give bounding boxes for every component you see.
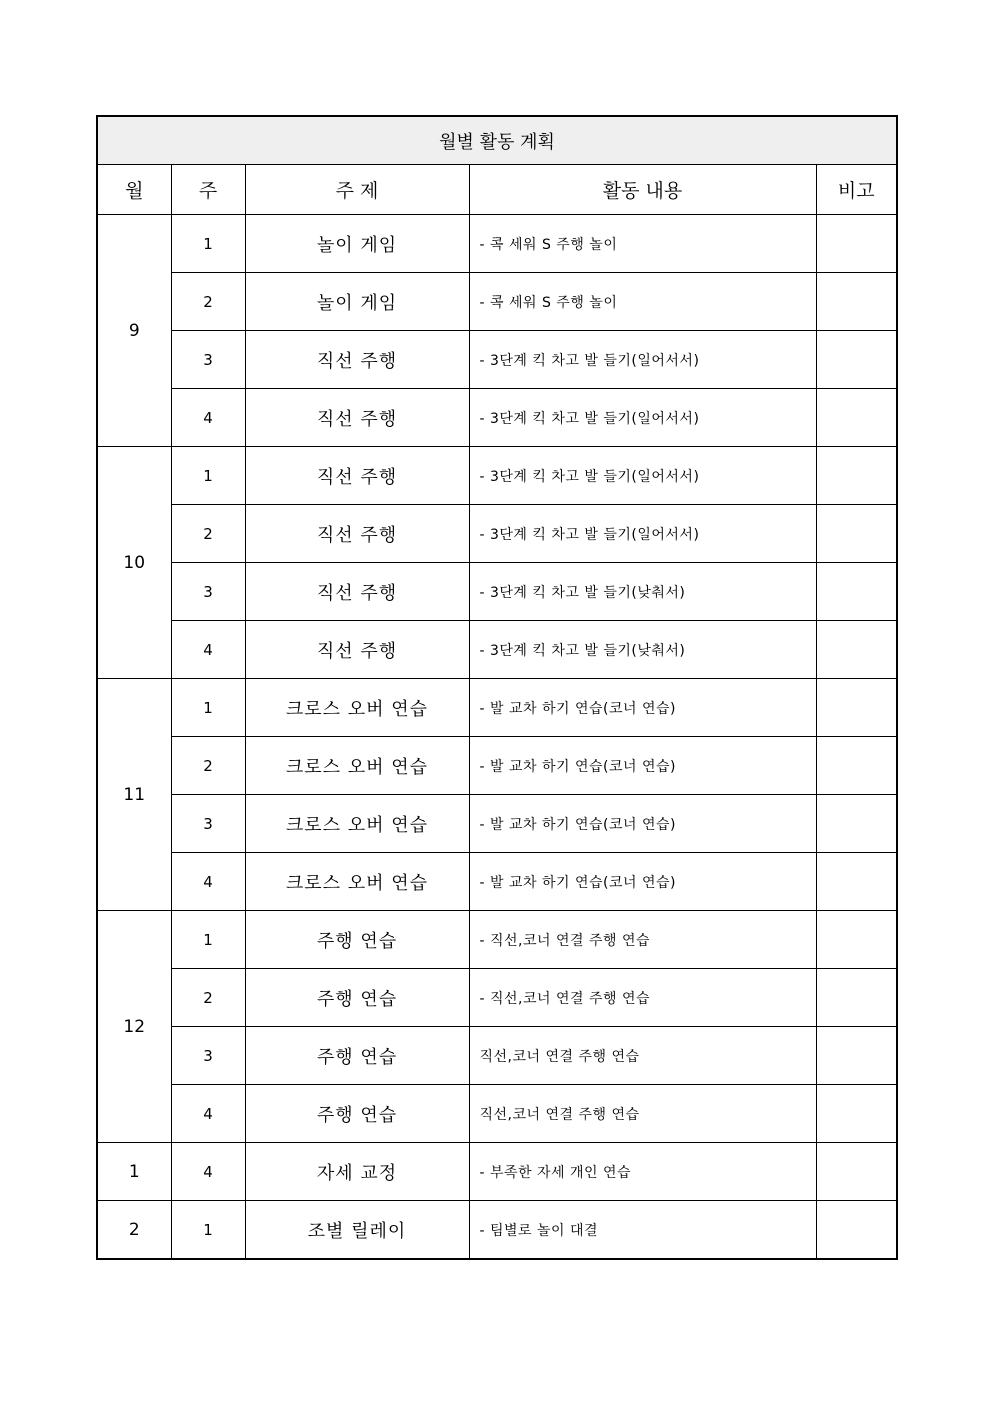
content-cell: - 3단계 킥 차고 발 들기(일어서서) — [469, 389, 816, 447]
topic-cell: 자세 교정 — [245, 1143, 469, 1201]
table-row — [97, 795, 897, 853]
topic-cell: 직선 주행 — [245, 331, 469, 389]
week-cell: 2 — [171, 737, 245, 795]
week-cell: 3 — [171, 795, 245, 853]
note-cell — [816, 911, 897, 969]
table-row — [97, 563, 897, 621]
content-cell: - 3단계 킥 차고 발 들기(낮춰서) — [469, 621, 816, 679]
topic-cell: 주행 연습 — [245, 1027, 469, 1085]
content-cell: 직선,코너 연결 주행 연습 — [469, 1085, 816, 1143]
table-row — [97, 737, 897, 795]
activity-plan-table — [96, 115, 898, 1260]
topic-cell: 놀이 게임 — [245, 215, 469, 273]
content-cell: 직선,코너 연결 주행 연습 — [469, 1027, 816, 1085]
note-cell — [816, 1027, 897, 1085]
table-row — [97, 1143, 897, 1201]
month-cell: 10 — [97, 447, 171, 679]
month-cell: 9 — [97, 215, 171, 447]
week-cell: 1 — [171, 911, 245, 969]
note-cell — [816, 969, 897, 1027]
table-row — [97, 215, 897, 273]
table-row — [97, 505, 897, 563]
table-row — [97, 1201, 897, 1260]
topic-cell: 직선 주행 — [245, 389, 469, 447]
content-cell: - 3단계 킥 차고 발 들기(일어서서) — [469, 505, 816, 563]
content-cell: - 팀별로 놀이 대결 — [469, 1201, 816, 1260]
week-cell: 1 — [171, 447, 245, 505]
topic-cell: 주행 연습 — [245, 969, 469, 1027]
note-cell — [816, 737, 897, 795]
content-cell: - 직선,코너 연결 주행 연습 — [469, 969, 816, 1027]
note-cell — [816, 273, 897, 331]
note-cell — [816, 447, 897, 505]
table-row — [97, 273, 897, 331]
note-cell — [816, 621, 897, 679]
content-cell: - 콕 세워 S 주행 놀이 — [469, 273, 816, 331]
content-cell: - 3단계 킥 차고 발 들기(낮춰서) — [469, 563, 816, 621]
week-cell: 4 — [171, 1085, 245, 1143]
note-cell — [816, 853, 897, 911]
header-week: 주 — [171, 165, 245, 215]
topic-cell: 크로스 오버 연습 — [245, 737, 469, 795]
topic-cell: 놀이 게임 — [245, 273, 469, 331]
week-cell: 2 — [171, 273, 245, 331]
week-cell: 1 — [171, 679, 245, 737]
topic-cell: 직선 주행 — [245, 505, 469, 563]
topic-cell: 직선 주행 — [245, 621, 469, 679]
note-cell — [816, 679, 897, 737]
week-cell: 3 — [171, 563, 245, 621]
content-cell: - 발 교차 하기 연습(코너 연습) — [469, 853, 816, 911]
table-row — [97, 621, 897, 679]
content-cell: - 부족한 자세 개인 연습 — [469, 1143, 816, 1201]
note-cell — [816, 389, 897, 447]
content-cell: - 발 교차 하기 연습(코너 연습) — [469, 795, 816, 853]
note-cell — [816, 1085, 897, 1143]
table-row — [97, 911, 897, 969]
week-cell: 1 — [171, 215, 245, 273]
content-cell: - 발 교차 하기 연습(코너 연습) — [469, 737, 816, 795]
header-note: 비고 — [816, 165, 897, 215]
content-cell: - 콕 세워 S 주행 놀이 — [469, 215, 816, 273]
note-cell — [816, 563, 897, 621]
topic-cell: 크로스 오버 연습 — [245, 795, 469, 853]
table-row — [97, 447, 897, 505]
table-row — [97, 331, 897, 389]
topic-cell: 직선 주행 — [245, 563, 469, 621]
week-cell: 2 — [171, 505, 245, 563]
content-cell: - 발 교차 하기 연습(코너 연습) — [469, 679, 816, 737]
topic-cell: 주행 연습 — [245, 1085, 469, 1143]
note-cell — [816, 1143, 897, 1201]
week-cell: 4 — [171, 621, 245, 679]
month-cell: 1 — [97, 1143, 171, 1201]
note-cell — [816, 505, 897, 563]
table-row — [97, 853, 897, 911]
note-cell — [816, 215, 897, 273]
table-row — [97, 1027, 897, 1085]
topic-cell: 크로스 오버 연습 — [245, 679, 469, 737]
topic-cell: 직선 주행 — [245, 447, 469, 505]
month-cell: 11 — [97, 679, 171, 911]
table-title: 월별 활동 계획 — [97, 116, 897, 165]
week-cell: 2 — [171, 969, 245, 1027]
month-cell: 2 — [97, 1201, 171, 1260]
table-row — [97, 1085, 897, 1143]
table-row — [97, 389, 897, 447]
topic-cell: 크로스 오버 연습 — [245, 853, 469, 911]
week-cell: 1 — [171, 1201, 245, 1260]
week-cell: 4 — [171, 389, 245, 447]
note-cell — [816, 795, 897, 853]
header-content: 활동 내용 — [469, 165, 816, 215]
note-cell — [816, 1201, 897, 1260]
table-row — [97, 969, 897, 1027]
month-cell: 12 — [97, 911, 171, 1143]
header-month: 월 — [97, 165, 171, 215]
header-topic: 주 제 — [245, 165, 469, 215]
topic-cell: 주행 연습 — [245, 911, 469, 969]
content-cell: - 3단계 킥 차고 발 들기(일어서서) — [469, 447, 816, 505]
week-cell: 4 — [171, 1143, 245, 1201]
content-cell: - 3단계 킥 차고 발 들기(일어서서) — [469, 331, 816, 389]
topic-cell: 조별 릴레이 — [245, 1201, 469, 1260]
note-cell — [816, 331, 897, 389]
week-cell: 3 — [171, 331, 245, 389]
content-cell: - 직선,코너 연결 주행 연습 — [469, 911, 816, 969]
week-cell: 3 — [171, 1027, 245, 1085]
table-row — [97, 679, 897, 737]
week-cell: 4 — [171, 853, 245, 911]
